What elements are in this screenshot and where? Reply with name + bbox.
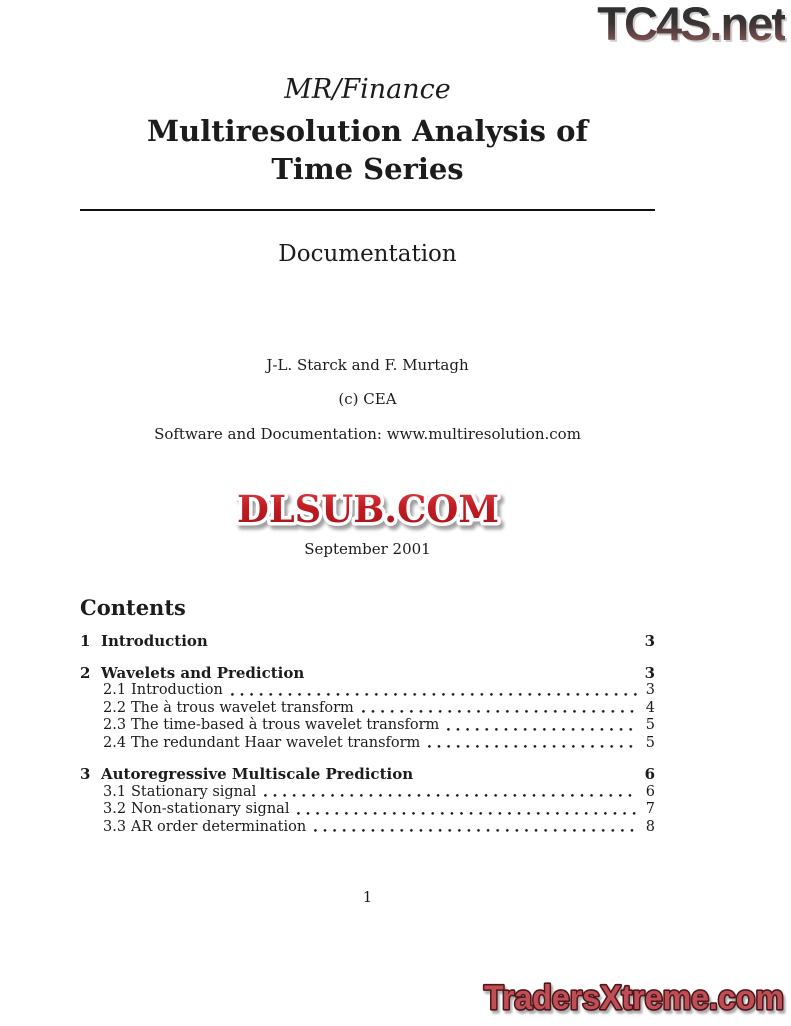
toc-entry-label: AR order determination — [131, 818, 307, 835]
toc-entry-page: 7 — [645, 801, 655, 817]
contents-heading: Contents — [80, 595, 186, 620]
toc-entry-subsection[interactable] — [80, 682, 655, 700]
toc-entry-page: 6 — [644, 765, 655, 783]
toc-dot-leader — [229, 682, 638, 700]
toc-entry-number: 2 — [80, 663, 91, 682]
toc-entry-section[interactable] — [80, 665, 655, 683]
authors-line: J-L. Starck and F. Murtagh — [266, 356, 469, 374]
copyright-line: (c) CEA — [338, 390, 397, 408]
toc-entry-label: The time-based à trous wavelet transform — [131, 717, 440, 733]
toc-entry-number: 2.4 — [103, 734, 127, 751]
document-title-line-1: Multiresolution Analysis of — [147, 114, 588, 148]
toc-entry-section[interactable] — [80, 766, 655, 784]
dlsub-logo-graphic — [225, 483, 511, 535]
toc-entry-label: Introduction — [101, 632, 208, 650]
tradersxtreme-logo-text: TradersXtreme.com — [484, 979, 784, 1017]
document-subtitle: Documentation — [278, 241, 457, 267]
toc-entry-number: 2.3 — [103, 717, 127, 733]
toc-dot-leader — [312, 819, 638, 837]
toc-entry-number: 1 — [80, 632, 91, 650]
toc-dot-leader — [426, 735, 638, 753]
toc-entry-number: 2.1 — [103, 682, 127, 698]
toc-entry-page: 4 — [645, 699, 655, 716]
toc-entry-number: 3.1 — [103, 783, 127, 800]
toc-dot-leader — [310, 665, 638, 683]
toc-entry-subsection[interactable] — [80, 700, 655, 718]
toc-dot-leader — [419, 766, 638, 784]
toc-entry-subsection[interactable] — [80, 784, 655, 802]
toc-dot-leader — [295, 801, 638, 819]
tradersxtreme-logo-graphic — [478, 974, 790, 1022]
dlsub-logo[interactable] — [80, 483, 655, 535]
toc-entry-page: 5 — [645, 717, 655, 733]
toc-entry-number: 2.2 — [103, 699, 127, 716]
toc-entry-label: Non-stationary signal — [131, 801, 290, 817]
toc-entry-subsection[interactable] — [80, 819, 655, 837]
toc-dot-leader — [445, 717, 638, 735]
toc-dot-leader — [262, 784, 638, 802]
toc-entry-page: 5 — [645, 734, 655, 751]
document-title-line-2: Time Series — [271, 152, 464, 186]
toc-entry-label: Stationary signal — [131, 783, 257, 800]
toc-entry-subsection[interactable] — [80, 801, 655, 819]
toc-entry-page: 8 — [645, 818, 655, 835]
table-of-contents — [80, 633, 655, 836]
toc-entry-label: Introduction — [131, 682, 223, 698]
text-column — [80, 0, 655, 836]
title-product-name: MR/Finance — [284, 74, 451, 105]
tradersxtreme-logo[interactable] — [478, 974, 790, 1026]
toc-entry-number: 3.2 — [103, 801, 127, 817]
toc-entry-number: 3.3 — [103, 818, 127, 835]
toc-entry-section[interactable] — [80, 633, 655, 651]
toc-entry-page: 3 — [644, 632, 655, 650]
tc4s-net-logo[interactable]: TC4S.net — [597, 0, 785, 50]
toc-dot-leader — [214, 633, 638, 651]
page-number: 1 — [362, 888, 373, 906]
toc-entry-label: The à trous wavelet transform — [131, 699, 354, 716]
toc-entry-number: 3 — [80, 765, 91, 783]
toc-entry-page: 3 — [645, 682, 655, 698]
toc-entry-page: 3 — [644, 663, 655, 682]
dlsub-logo-text: DLSUB.COM — [236, 487, 499, 531]
toc-entry-page: 6 — [645, 783, 655, 800]
toc-entry-label: Autoregressive Multiscale Prediction — [101, 765, 414, 783]
document-title — [80, 112, 655, 188]
toc-dot-leader — [360, 700, 638, 718]
toc-entry-label: Wavelets and Prediction — [101, 663, 305, 682]
software-url-line: Software and Documentation: www.multiresolution.com — [154, 425, 581, 443]
date-line: September 2001 — [304, 540, 431, 558]
title-divider-rule — [80, 209, 655, 211]
toc-entry-subsection[interactable] — [80, 735, 655, 753]
toc-entry-subsection[interactable] — [80, 717, 655, 735]
toc-entry-label: The redundant Haar wavelet transform — [131, 734, 421, 751]
